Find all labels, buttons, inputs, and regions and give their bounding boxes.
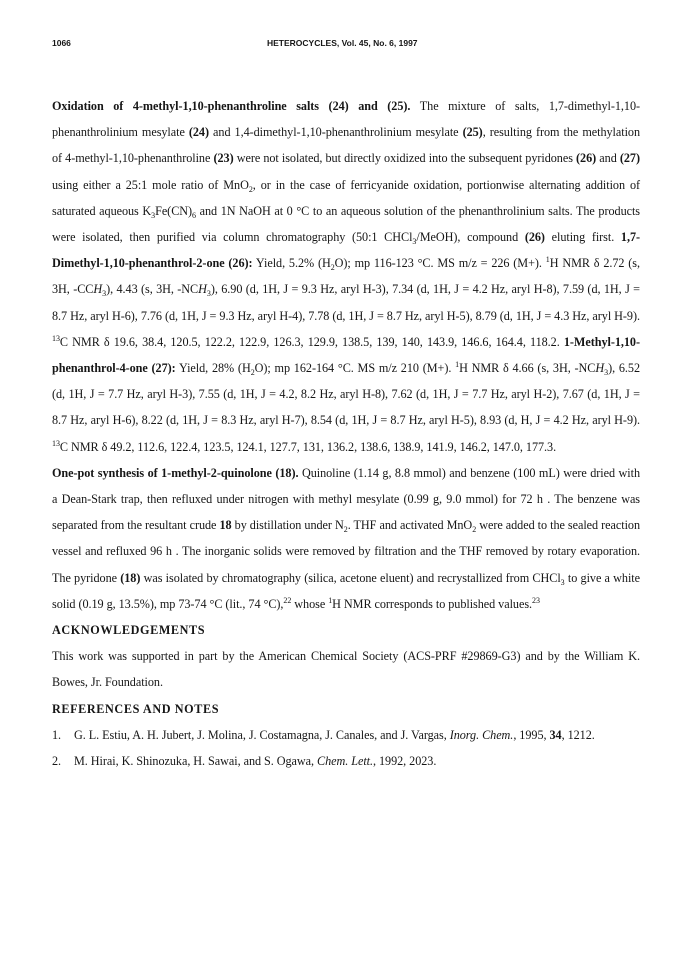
subscript: 6 <box>192 210 196 220</box>
text-run: O); mp 116-123 °C. MS m/z = 226 (M+). <box>334 256 546 271</box>
subscript: 2 <box>330 263 335 273</box>
superscript: 13 <box>52 333 60 343</box>
superscript: 1 <box>455 360 460 370</box>
text-run: O); mp 162-164 °C. MS m/z 210 (M+). <box>254 361 456 376</box>
reference-authors: G. L. Estiu, A. H. Jubert, J. Molina, J. Costamagna, J. Canales, and J. Vargas, <box>74 727 450 742</box>
reference-number: 1. <box>52 727 62 742</box>
text-run: to give a white solid (0.19 g, 13.5%), mp 73-74 °C (lit., 74 °C), <box>52 570 641 611</box>
text-run: were not isolated, but directly oxidized into the subsequent pyridones <box>233 151 577 166</box>
compound-ref: (26) <box>524 230 545 245</box>
reference-text <box>74 722 640 748</box>
text-run: The mixture of salts, 1,7-dimethyl-1,10-phenanthrolinium mesylate <box>52 99 641 140</box>
italic-h: H <box>93 282 103 297</box>
superscript: 13 <box>52 438 60 448</box>
subscript: 3 <box>604 368 609 378</box>
text-run: Yield, 28% (H <box>175 361 251 376</box>
superscript: 1 <box>328 595 333 605</box>
onepot-heading: One-pot synthesis of 1-methyl-2-quinolone (18). <box>52 465 299 480</box>
text-run: Quinoline (1.14 g, 8.8 mmol) and benzene (100 mL) were dried with a Dean-Stark trap, then refluxed under nitrogen with methyl mesylate (0.99 g, 9.0 mmol) for 72 h . The benzene was separated from the resultant crude <box>52 465 640 533</box>
reference-item <box>52 722 640 748</box>
compound-27-name: 1-Methyl-1,10-phenanthrol-4-one (27): <box>52 334 640 376</box>
text-run: . THF and activated MnO <box>347 518 473 533</box>
reference-journal: Chem. Lett. <box>317 754 373 769</box>
text-run: ), 4.43 (s, 3H, -NC <box>106 282 199 297</box>
text-run: Yield, 5.2% (H <box>252 256 331 271</box>
text-run: and 1,4-dimethyl-1,10-phenanthrolinium mesylate <box>208 125 463 140</box>
oxidation-heading: Oxidation of 4-methyl-1,10-phenanthroline salts (24) and (25). <box>52 99 411 113</box>
running-head: HETEROCYCLES, Vol. 45, No. 6, 1997 <box>267 38 418 48</box>
superscript: 23 <box>532 595 540 605</box>
acknowledgements-heading: ACKNOWLEDGEMENTS <box>52 623 206 638</box>
subscript: 3 <box>151 210 156 220</box>
compound-ref: (26) <box>576 151 597 166</box>
text-run: and <box>596 151 620 166</box>
oxidation-paragraph <box>52 93 640 460</box>
text-run: eluting first. <box>544 230 621 245</box>
text-run: C NMR δ 19.6, 38.4, 120.5, 122.2, 122.9, 126.3, 129.9, 138.5, 139, 140, 143.9, 146.6, 164.4, 118.2. <box>59 334 564 349</box>
subscript: 3 <box>102 289 107 299</box>
compound-26-name: 1,7-Dimethyl-1,10-phenanthrol-2-one (26): <box>52 230 640 271</box>
compound-ref: 18 <box>219 518 232 533</box>
acknowledgements-text: This work was supported in part by the American Chemical Society (ACS-PRF #29869-G3) and by the William K. Bowes, Jr. Foundation. <box>52 649 640 690</box>
reference-pages: , 1212. <box>561 727 595 742</box>
compound-ref: (23) <box>213 151 234 166</box>
reference-item <box>52 748 640 774</box>
text-run: by distillation under N <box>231 518 344 533</box>
page-number: 1066 <box>52 38 71 48</box>
subscript: 3 <box>560 577 565 587</box>
text-run: H NMR δ 2.72 (s, 3H, -CC <box>52 256 640 297</box>
compound-ref: (18) <box>120 570 141 585</box>
reference-year: , 1995, <box>513 727 550 742</box>
reference-volume: 34 <box>549 727 562 742</box>
subscript: 2 <box>472 525 477 535</box>
text-run: /MeOH), compound <box>416 230 525 245</box>
text-run: was isolated by chromatography (silica, acetone eluent) and recrystallized from CHCl <box>140 570 561 585</box>
text-run: using either a 25:1 mole ratio of MnO <box>52 177 249 192</box>
reference-journal: Inorg. Chem. <box>449 727 514 742</box>
reference-number: 2. <box>52 754 62 769</box>
text-run: Fe(CN) <box>155 203 193 218</box>
reference-year: , 1992, 2023. <box>373 754 437 769</box>
subscript: 2 <box>250 368 255 378</box>
text-run: , resulting from the methylation of 4-methyl-1,10-phenanthroline <box>52 125 640 166</box>
text-run: H NMR δ 4.66 (s, 3H, -NC <box>459 361 596 376</box>
compound-ref: (25) <box>462 125 483 140</box>
onepot-paragraph <box>52 460 640 617</box>
text-run: C NMR δ 49.2, 112.6, 122.4, 123.5, 124.1, 127.7, 131, 136.2, 138.6, 138.9, 141.9, 146.2, 147.0, 177.3. <box>59 439 557 454</box>
superscript: 1 <box>545 255 550 265</box>
text-run: ), 6.52 (d, 1H, J = 7.7 Hz, aryl H-3), 7.55 (d, 1H, J = 4.2, 8.2 Hz, aryl H-8), 7.62 (d, 1H, J = 7.7 Hz, aryl H-2), 7.67 (d, 1H, J = 8.7 Hz, aryl H-6), 8.22 (d, 1H, J = 8.3 Hz, aryl H-7), 8.54 (d, 1H, J = 8.7 Hz, aryl H-5), 8.93 (d, H, J = 4.2 Hz, aryl H-9). <box>52 361 640 428</box>
text-run: ), 6.90 (d, 1H, J = 9.3 Hz, aryl H-3), 7.34 (d, 1H, J = 4.2 Hz, aryl H-8), 7.59 (d, 1H, J = 8.7 Hz, aryl H-6), 7.76 (d, 1H, J = 9.3 Hz, aryl H-4), 7.78 (d, 1H, J = 8.7 Hz, aryl H-5), 8.79 (d, 1H, J = 4.3 Hz, aryl H-9). <box>52 282 640 323</box>
text-run: H NMR corresponds to published values. <box>332 596 533 611</box>
reference-text <box>74 748 640 774</box>
reference-authors: M. Hirai, K. Shinozuka, H. Sawai, and S. Ogawa, <box>74 754 318 769</box>
page-header <box>52 38 640 52</box>
compound-ref: (27) <box>619 151 640 166</box>
subscript: 3 <box>412 237 417 247</box>
text-run: and 1N NaOH at 0 °C to an aqueous solution of the phenanthrolinium salts. The products were isolated, then purified via column chromatography (50:1 CHCl <box>52 203 640 245</box>
compound-ref: (24) <box>188 125 209 140</box>
subscript: 3 <box>206 289 211 299</box>
superscript: 22 <box>283 595 292 605</box>
references-heading: REFERENCES AND NOTES <box>52 701 220 716</box>
subscript: 2 <box>343 525 348 535</box>
italic-h: H <box>595 361 605 376</box>
reference-list <box>52 722 640 774</box>
body-text <box>52 93 640 774</box>
text-run: whose <box>291 596 329 611</box>
text-run: , or in the case of ferricyanide oxidation, portionwise alternating addition of saturated aqueous K <box>52 177 640 218</box>
text-run: were added to the sealed reaction vessel and refluxed 96 h . The inorganic solids were removed by filtration and the THF removed by rotary evaporation. The pyridone <box>52 518 641 585</box>
italic-h: H <box>198 282 207 297</box>
subscript: 2 <box>248 184 253 194</box>
